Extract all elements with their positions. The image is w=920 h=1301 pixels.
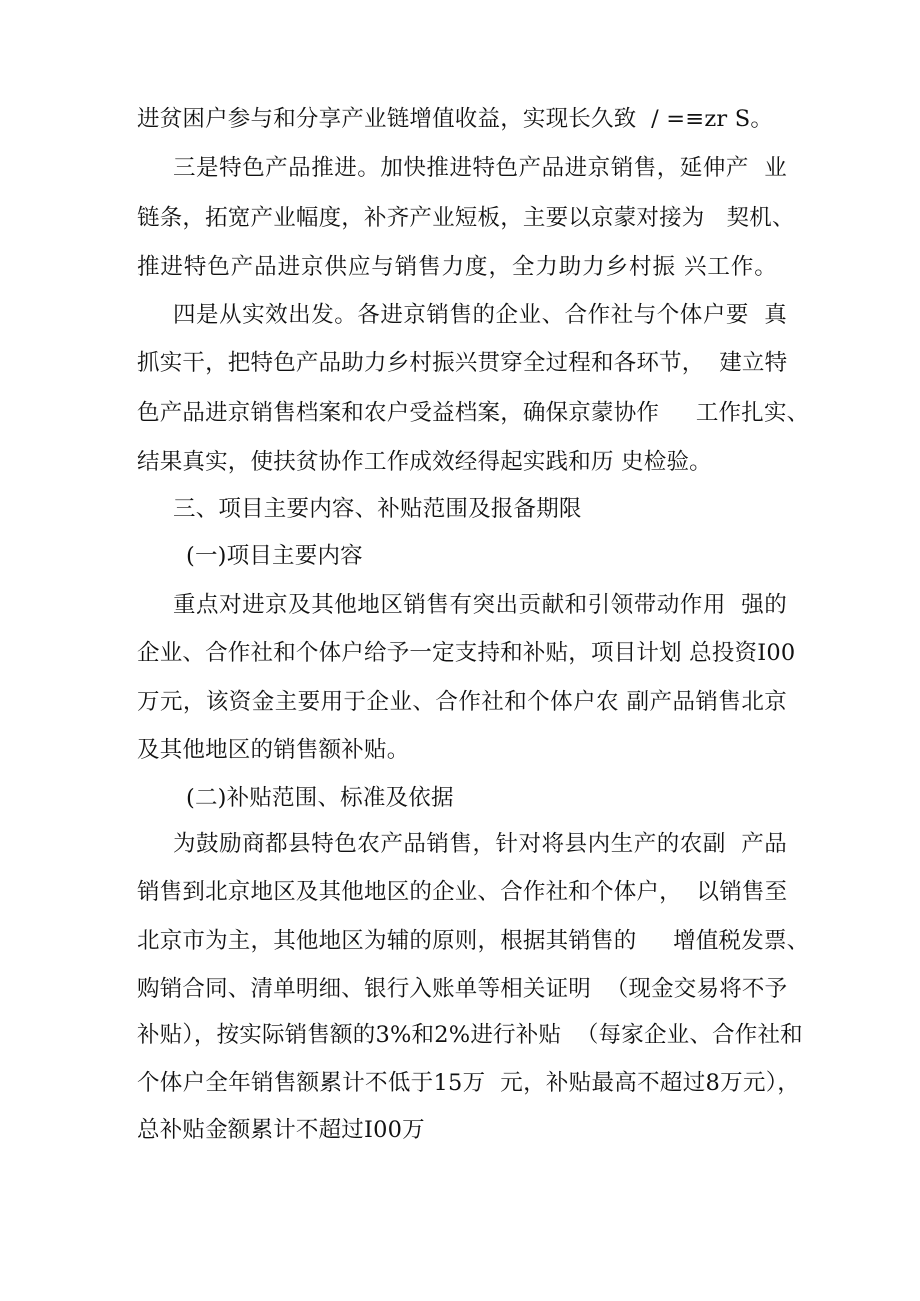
paragraph-line: 结果真实，使扶贫协作工作成效经得起实践和历 史检验。 bbox=[137, 449, 712, 475]
paragraph-line: 为鼓励商都县特色农产品销售，针对将县内生产的农副 产品 bbox=[173, 831, 787, 857]
paragraph-line: 抓实干，把特色产品助力乡村振兴贯穿全过程和各环节， 建立特 bbox=[137, 350, 788, 376]
paragraph-line: 链条，拓宽产业幅度，补齐产业短板，主要以京蒙对接为 契机、 bbox=[137, 205, 795, 231]
paragraph-line: 及其他地区的销售额补贴。 bbox=[137, 737, 410, 763]
paragraph-line: 四是从实效出发。各进京销售的企业、合作社与个体户要 真 bbox=[173, 302, 787, 328]
paragraph-line: 三是特色产品推进。加快推进特色产品进京销售，延伸产 业 bbox=[173, 155, 787, 181]
section-heading: 三、项目主要内容、补贴范围及报备期限 bbox=[173, 496, 582, 522]
paragraph-line: 色产品进京销售档案和农户受益档案，确保京蒙协作 工作扎实、 bbox=[137, 400, 810, 426]
paragraph-line: 推进特色产品进京供应与销售力度，全力助力乡村振 兴工作。 bbox=[137, 254, 777, 280]
paragraph-line: 重点对进京及其他地区销售有突出贡献和引领带动作用 强的 bbox=[173, 592, 787, 618]
paragraph-line: 总补贴金额累计不超过I00万 bbox=[137, 1117, 425, 1143]
paragraph-line: 补贴），按实际销售额的3%和2%进行补贴 （每家企业、合作社和 bbox=[137, 1022, 803, 1048]
paragraph-line: 销售到北京地区及其他地区的企业、合作社和个体户， 以销售至 bbox=[137, 879, 788, 905]
paragraph-line: 企业、合作社和个体户给予一定支持和补贴，项目计划 总投资I00 bbox=[137, 640, 796, 666]
subsection-heading: (二)补贴范围、标准及依据 bbox=[186, 785, 454, 811]
paragraph-line: 北京市为主，其他地区为辅的原则，根据其销售的 增值税发票、 bbox=[137, 928, 810, 954]
subsection-heading: (一)项目主要内容 bbox=[186, 543, 363, 569]
paragraph-line: 个体户全年销售额累计不低于15万 元，补贴最高不超过8万元）， bbox=[137, 1070, 800, 1096]
paragraph-line: 万元，该资金主要用于企业、合作社和个体户农 副产品销售北京 bbox=[137, 689, 787, 715]
paragraph-line: 进贫困户参与和分享产业链增值收益，实现长久致 / =≡zr S。 bbox=[137, 106, 774, 132]
paragraph-line: 购销合同、清单明细、银行入账单等相关证明 （现金交易将不予 bbox=[137, 976, 788, 1002]
